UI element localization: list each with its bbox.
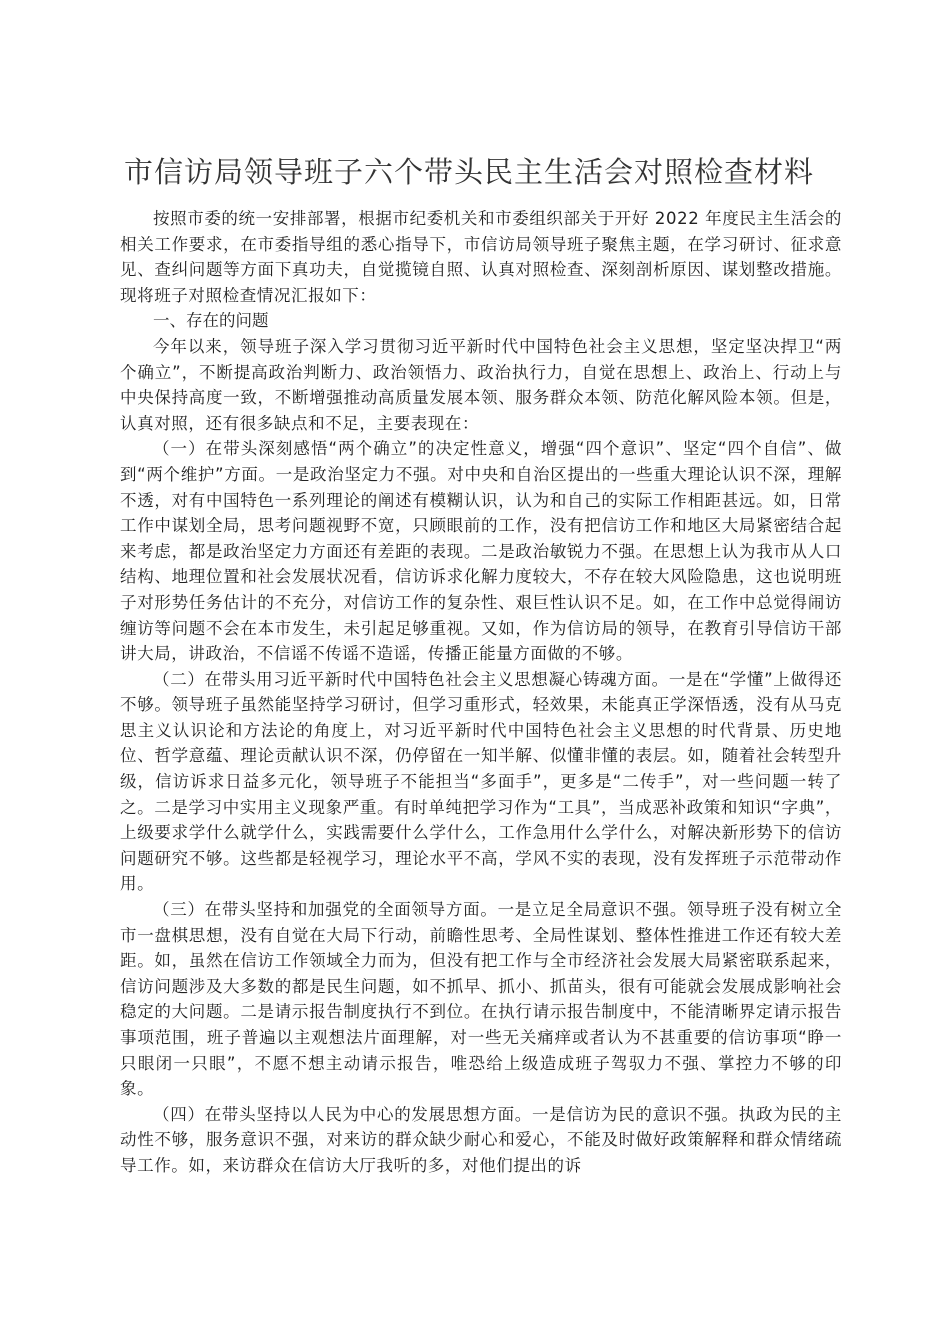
point-3-paragraph: （三）在带头坚持和加强党的全面领导方面。一是立足全局意识不强。领导班子没有树立全市一盘棋思想，没有自觉在大局下行动，前瞻性思考、全局性谋划、整体性推进工作还有较大差距。如，虽然在信访工作领域全力而为，但没有把工作与全市经济社会发展大局紧密联系起来，信访问题涉及大多数的都是民生问题，如不抓早、抓小、抓苗头，很有可能就会发展成影响社会稳定的大问题。二是请示报告制度执行不到位。在执行请示报告制度中，不能清晰界定请示报告事项范围，班子普遍以主观想法片面理解，对一些无关痛痒或者认为不甚重要的信访事项“睁一只眼闭一只眼”，不愿不想主动请示报告，唯恐给上级造成班子驾驭力不强、掌控力不够的印象。 bbox=[120, 900, 842, 1099]
point-1-paragraph: （一）在带头深刻感悟“两个确立”的决定性意义，增强“四个意识”、坚定“四个自信”、做到“两个维护”方面。一是政治坚定力不强。对中央和自治区提出的一些重大理论认识不深，理解不透，对有中国特色一系列理论的阐述有模糊认识，认为和自己的实际工作相距甚远。如，日常工作中谋划全局，思考问题视野不宽，只顾眼前的工作，没有把信访工作和地区大局紧密结合起来考虑，都是政治坚定力方面还有差距的表现。二是政治敏锐力不强。在思想上认为我市从人口结构、地理位置和社会发展状况看，信访诉求化解力度较大，不存在较大风险隐患，这也说明班子对形势任务估计的不充分，对信访工作的复杂性、艰巨性认识不足。如，在工作中总觉得闹访缠访等问题不会在本市发生，未引起足够重视。又如，作为信访局的领导，在教育引导信访干部讲大局，讲政治，不信谣不传谣不造谣，传播正能量方面做的不够。 bbox=[120, 439, 842, 664]
section-heading-problems: 一、存在的问题 bbox=[153, 311, 269, 331]
intro-paragraph: 按照市委的统一安排部署，根据市纪委机关和市委组织部关于开好 2022 年度民主生活会的相关工作要求，在市委指导组的悉心指导下，市信访局领导班子聚焦主题，在学习研讨、征求意见、查纠问题等方面下真功夫，自觉揽镜自照、认真对照检查、深刻剖析原因、谋划整改措施。现将班子对照检查情况汇报如下： bbox=[120, 209, 842, 305]
point-2-paragraph: （二）在带头用习近平新时代中国特色社会主义思想凝心铸魂方面。一是在“学懂”上做得还不够。领导班子虽然能坚持学习研讨，但学习重形式，轻效果，未能真正学深悟透，没有从马克思主义认识论和方法论的角度上，对习近平新时代中国特色社会主义思想的时代背景、历史地位、哲学意蕴、理论贡献认识不深，仍停留在一知半解、似懂非懂的表层。如，随着社会转型升级，信访诉求日益多元化，领导班子不能担当“多面手”，更多是“二传手”，对一些问题一转了之。二是学习中实用主义现象严重。有时单纯把学习作为“工具”，当成恶补政策和知识“字典”，上级要求学什么就学什么，实践需要什么学什么，工作急用什么学什么，对解决新形势下的信访问题研究不够。这些都是轻视学习，理论水平不高，学风不实的表现，没有发挥班子示范带动作用。 bbox=[120, 669, 842, 894]
document-body bbox=[120, 206, 842, 1179]
document-title: 市信访局领导班子六个带头民主生活会对照检查材料 bbox=[124, 155, 815, 189]
section-intro-paragraph: 今年以来，领导班子深入学习贯彻习近平新时代中国特色社会主义思想，坚定坚决捍卫“两个确立”，不断提高政治判断力、政治领悟力、政治执行力，自觉在思想上、政治上、行动上与中央保持高度一致，不断增强推动高质量发展本领、服务群众本领、防范化解风险本领。但是，认真对照，还有很多缺点和不足，主要表现在： bbox=[120, 336, 842, 433]
point-4-paragraph: （四）在带头坚持以人民为中心的发展思想方面。一是信访为民的意识不强。执政为民的主动性不够，服务意识不强，对来访的群众缺少耐心和爱心，不能及时做好政策解释和群众情绪疏导工作。如，来访群众在信访大厅我听的多，对他们提出的诉 bbox=[120, 1104, 842, 1175]
